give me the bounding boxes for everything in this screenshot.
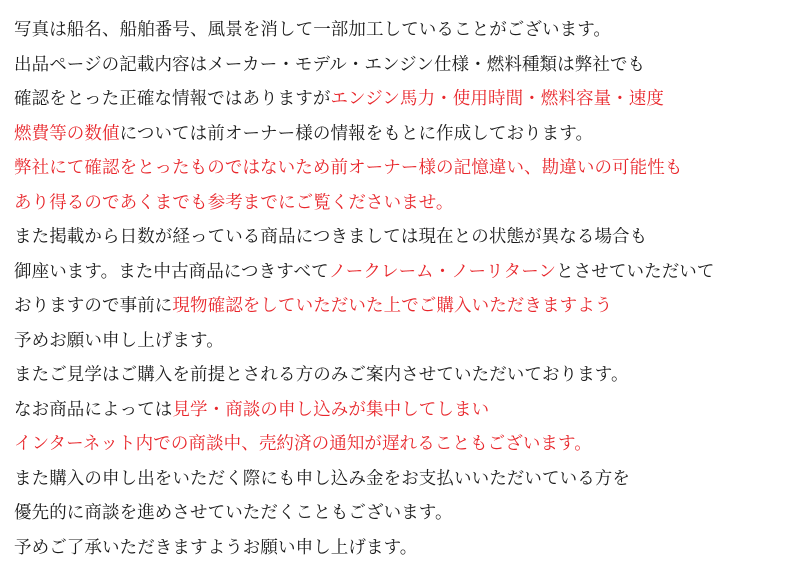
text-line	[14, 185, 786, 220]
text-line	[14, 530, 786, 565]
text-line	[14, 426, 786, 461]
text-line	[14, 254, 786, 289]
emphasis-text: あり得るのであくまでも参考までにご覧くださいませ。	[14, 191, 454, 212]
body-text: また掲載から日数が経っている商品につきましては現在との状態が異なる場合も	[14, 226, 648, 246]
text-line	[14, 219, 786, 254]
text-line	[14, 323, 786, 358]
body-text: また購入の申し出をいただく際にも申し込み金をお支払いいただいている方を	[14, 467, 630, 488]
emphasis-text: エンジン馬力・使用時間・燃料容量・速度	[330, 88, 664, 108]
body-text: 御座います。また中古商品につきすべて	[14, 260, 329, 281]
text-line	[14, 47, 786, 82]
body-text: 予めお願い申し上げます。	[14, 329, 224, 350]
body-text: 予めご了承いただきますようお願い申し上げます。	[14, 536, 418, 557]
emphasis-text: 現物確認をしていただいた上でご購入いただきますよう	[172, 295, 613, 315]
body-text: 出品ページの記載内容はメーカー・モデル・エンジン仕様・燃料種類は弊社でも	[14, 53, 646, 74]
text-line	[14, 116, 786, 151]
body-text: 優先的に商談を進めさせていただくこともございます。	[14, 502, 453, 522]
emphasis-text: 弊社にて確認をとったものではないため前オーナー様の記憶違い、勘違いの可能性も	[14, 157, 683, 177]
emphasis-text: 見学・商談の申し込みが集中してしまい	[172, 398, 490, 419]
body-text: またご見学はご購入を前提とされる方のみご案内させていただいております。	[14, 364, 629, 384]
emphasis-text: 燃費等の数値	[14, 122, 120, 143]
text-line	[14, 150, 786, 185]
text-line	[14, 357, 786, 392]
body-text: とさせていただいて	[556, 260, 715, 281]
body-text: 写真は船名、船舶番号、風景を消して一部加工していることがございます。	[14, 19, 611, 39]
emphasis-text: ノークレーム・ノーリターン	[328, 260, 557, 281]
text-line	[14, 81, 786, 116]
text-line	[14, 288, 786, 323]
text-line	[14, 392, 786, 427]
text-line	[14, 461, 786, 496]
body-text: おりますので事前に	[14, 295, 173, 315]
text-line	[14, 495, 786, 530]
body-text: 確認をとった正確な情報ではありますが	[14, 88, 331, 108]
body-text: については前オーナー様の情報をもとに作成しております。	[119, 122, 594, 143]
body-text: なお商品によっては	[14, 398, 173, 419]
emphasis-text: インターネット内での商談中、売約済の通知が遅れることもございます。	[14, 433, 592, 453]
text-line	[14, 12, 786, 47]
